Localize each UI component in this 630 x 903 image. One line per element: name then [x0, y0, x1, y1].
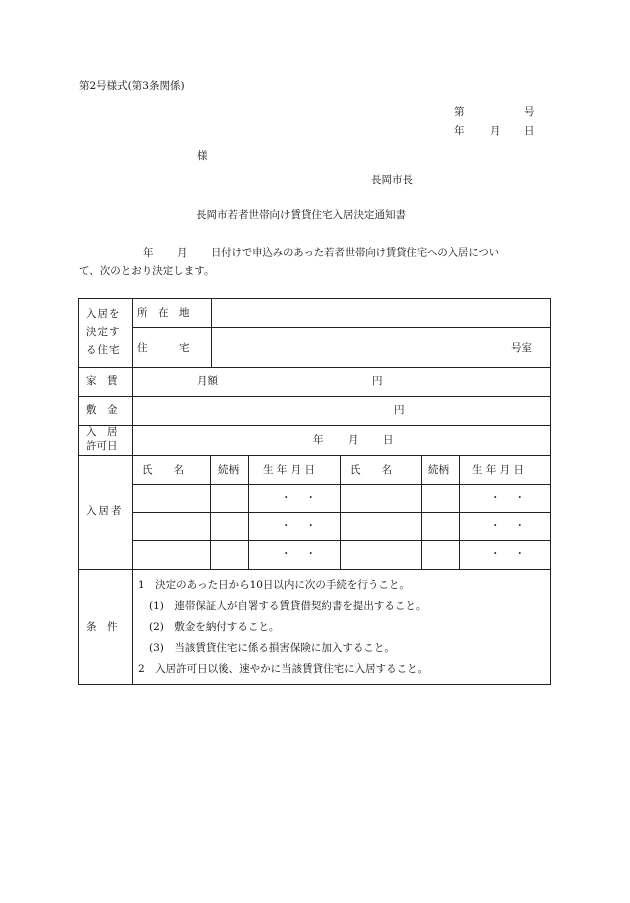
grid-line [78, 425, 551, 426]
grid-line [211, 298, 212, 367]
birth-date-dots: ・・ [281, 520, 330, 532]
grid-line [132, 512, 551, 513]
document-title: 長岡市若者世帯向け賃貸住宅入居決定通知書 [196, 209, 406, 221]
grid-line [78, 367, 551, 368]
grid-line [132, 327, 551, 328]
permit-month: 月 [348, 434, 359, 446]
residents-label: 入居者 [86, 505, 124, 517]
intro-text-line2: て、次のとおり決定します。 [79, 265, 215, 277]
addressee-suffix: 様 [197, 150, 208, 162]
resident-birth-header: 生 年 月 日 [472, 464, 525, 476]
grid-line [132, 484, 551, 485]
permit-label-line2: 許可日 [86, 440, 118, 452]
grid-line [132, 298, 133, 685]
conditions-label: 条 件 [86, 621, 118, 633]
birth-date-dots: ・・ [281, 548, 330, 560]
doc-number-suffix: 号 [524, 106, 535, 118]
permit-day: 日 [383, 434, 394, 446]
rent-monthly: 月額 [197, 375, 218, 387]
date-year: 年 [454, 125, 465, 137]
dwelling-label: 住 宅 [137, 342, 190, 354]
deposit-label: 敷 金 [86, 404, 118, 416]
permit-year: 年 [313, 434, 324, 446]
grid-line [210, 455, 211, 569]
grid-line [78, 396, 551, 397]
condition-1-1: (1) 連帯保証人が自署する賃貸借契約書を提出すること。 [149, 600, 427, 612]
intro-text-line1: 日付けで申込みのあった若者世帯向け賃貸住宅への入居につい [211, 247, 500, 259]
doc-number-prefix: 第 [454, 106, 465, 118]
condition-1-3: (3) 当該賃貸住宅に係る損害保険に加入すること。 [149, 642, 395, 654]
grid-line [78, 569, 551, 570]
birth-date-dots: ・・ [490, 492, 539, 504]
rent-yen: 円 [372, 375, 383, 387]
house-label-line3: る住宅 [86, 344, 121, 356]
grid-line [459, 455, 460, 569]
location-label: 所 在 地 [137, 307, 190, 319]
resident-relation-header: 続柄 [428, 464, 449, 476]
grid-line [340, 455, 341, 569]
resident-name-header: 氏 名 [350, 464, 392, 476]
resident-relation-header: 続柄 [218, 464, 239, 476]
grid-line [78, 455, 551, 456]
grid-line [421, 455, 422, 569]
deposit-yen: 円 [394, 404, 405, 416]
dwelling-unit: 号室 [511, 342, 532, 354]
condition-1: 1 決定のあった日から10日以内に次の手続を行うこと。 [138, 579, 410, 591]
grid-line [132, 540, 551, 541]
intro-month: 月 [177, 247, 188, 259]
resident-birth-header: 生 年 月 日 [263, 464, 316, 476]
birth-date-dots: ・・ [490, 520, 539, 532]
house-label-line1: 入居を [86, 308, 121, 320]
grid-line [248, 455, 249, 569]
form-number: 第2号様式(第3条関係) [79, 80, 185, 92]
condition-2: 2 入居許可日以後、速やかに当該賃貸住宅に入居すること。 [138, 663, 429, 675]
date-month: 月 [490, 125, 501, 137]
intro-year: 年 [143, 247, 154, 259]
resident-name-header: 氏 名 [142, 464, 184, 476]
birth-date-dots: ・・ [281, 492, 330, 504]
condition-1-2: (2) 敷金を納付すること。 [149, 621, 280, 633]
permit-label-line1: 入 居 [86, 426, 118, 438]
issuer: 長岡市長 [371, 174, 413, 186]
house-label-line2: 決定す [86, 326, 121, 338]
date-day: 日 [524, 125, 535, 137]
birth-date-dots: ・・ [490, 548, 539, 560]
rent-label: 家 賃 [86, 375, 118, 387]
